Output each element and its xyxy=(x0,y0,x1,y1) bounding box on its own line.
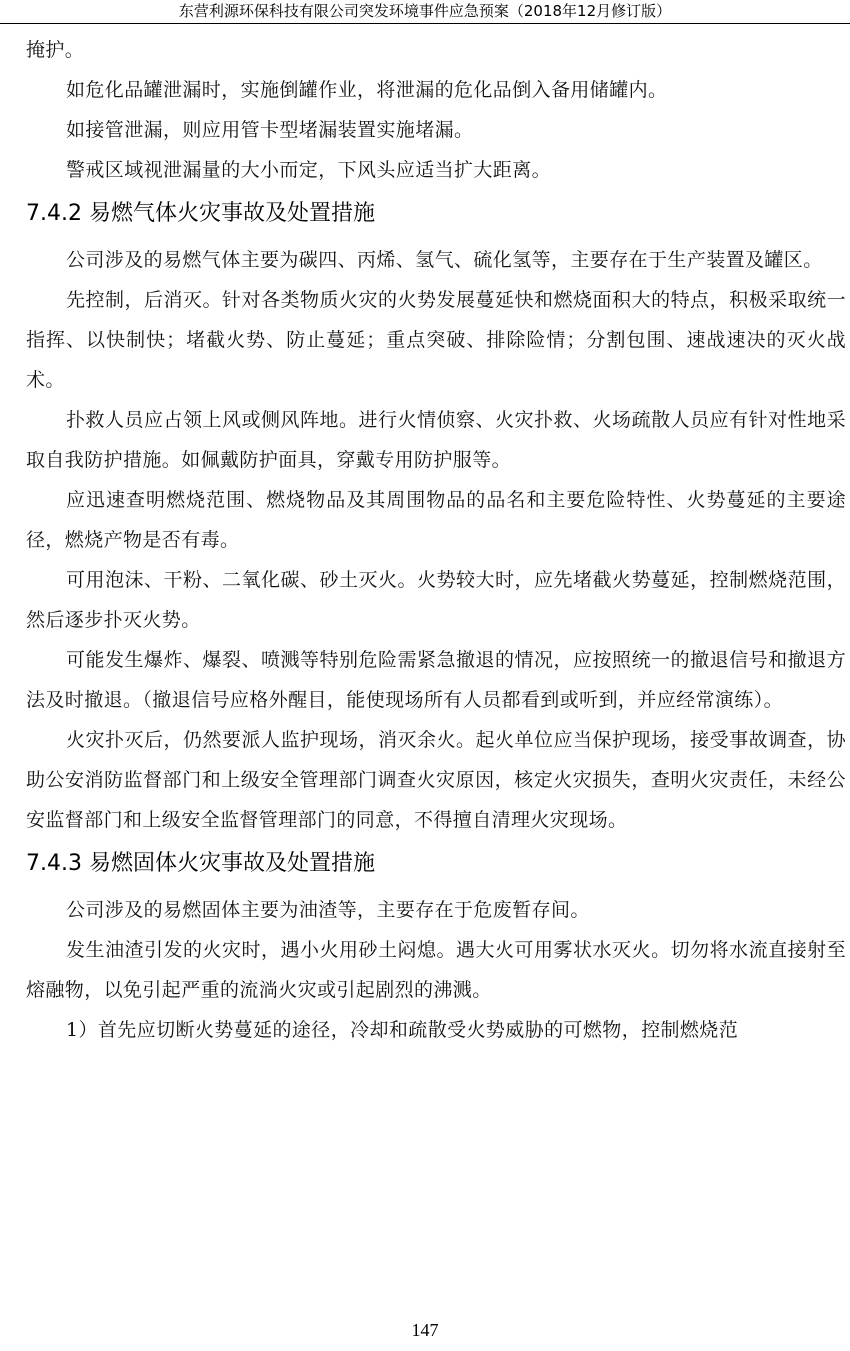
paragraph: 扑救人员应占领上风或侧风阵地。进行火情侦察、火灾扑救、火场疏散人员应有针对性地采取自我防护措施。如佩戴防护面具，穿戴专用防护服等。 xyxy=(26,409,846,471)
paragraph: 掩护。 xyxy=(26,39,85,61)
document-title: 东营利源环保科技有限公司突发环境事件应急预案（2018年12月修订版） xyxy=(178,2,672,20)
paragraph: 发生油渣引发的火灾时，遇小火用砂土闷熄。遇大火可用雾状水灭火。切勿将水流直接射至熔融物，以免引起严重的流淌火灾或引起剧烈的沸溅。 xyxy=(26,939,846,1001)
paragraph: 1）首先应切断火势蔓延的途径，冷却和疏散受火势威胁的可燃物，控制燃烧范 xyxy=(66,1019,739,1041)
page-number: 147 xyxy=(411,1320,439,1340)
paragraph: 火灾扑灭后，仍然要派人监护现场，消灭余火。起火单位应当保护现场，接受事故调查，协助公安消防监督部门和上级安全管理部门调查火灾原因，核定火灾损失，查明火灾责任，未经公安监督部门和上级安全监督管理部门的同意，不得擅自清理火灾现场。 xyxy=(26,729,846,831)
section-heading-7-4-3: 7.4.3 易燃固体火灾事故及处置措施 xyxy=(26,851,375,876)
paragraph: 先控制，后消灭。针对各类物质火灾的火势发展蔓延快和燃烧面积大的特点，积极采取统一指挥、以快制快；堵截火势、防止蔓延；重点突破、排除险情；分割包围、速战速决的灭火战术。 xyxy=(26,289,846,391)
paragraph: 如危化品罐泄漏时，实施倒罐作业，将泄漏的危化品倒入备用储罐内。 xyxy=(66,79,668,101)
paragraph: 公司涉及的易燃气体主要为碳四、丙烯、氢气、硫化氢等，主要存在于生产装置及罐区。 xyxy=(66,249,823,271)
page-header xyxy=(0,0,850,24)
paragraph: 可用泡沫、干粉、二氧化碳、砂土灭火。火势较大时，应先堵截火势蔓延，控制燃烧范围，然后逐步扑灭火势。 xyxy=(26,569,846,631)
paragraph: 公司涉及的易燃固体主要为油渣等，主要存在于危废暂存间。 xyxy=(66,899,590,921)
paragraph: 警戒区域视泄漏量的大小而定，下风头应适当扩大距离。 xyxy=(66,159,552,181)
paragraph: 应迅速查明燃烧范围、燃烧物品及其周围物品的品名和主要危险特性、火势蔓延的主要途径，燃烧产物是否有毒。 xyxy=(26,489,846,551)
document-body xyxy=(26,30,846,1050)
section-heading-7-4-2: 7.4.2 易燃气体火灾事故及处置措施 xyxy=(26,201,375,226)
paragraph: 可能发生爆炸、爆裂、喷溅等特别危险需紧急撤退的情况，应按照统一的撤退信号和撤退方法及时撤退。（撤退信号应格外醒目，能使现场所有人员都看到或听到，并应经常演练）。 xyxy=(26,649,846,711)
paragraph: 如接管泄漏，则应用管卡型堵漏装置实施堵漏。 xyxy=(66,119,474,141)
